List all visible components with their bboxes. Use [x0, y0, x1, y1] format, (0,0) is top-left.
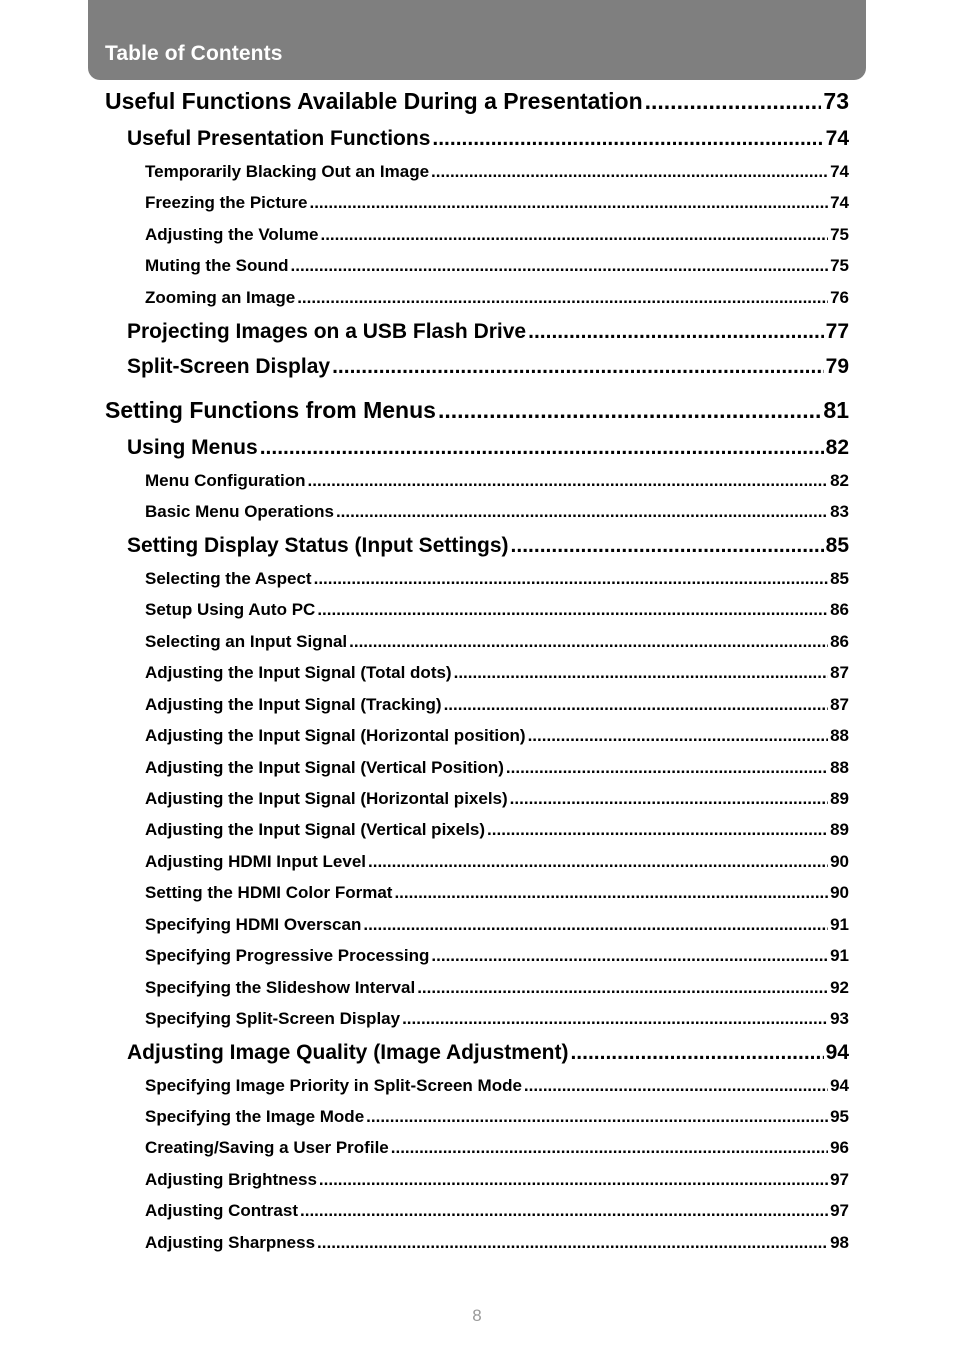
toc-entry-page: 94 — [825, 1041, 849, 1064]
toc-entry-page: 89 — [830, 820, 849, 839]
toc-entry-page: 82 — [825, 436, 849, 459]
toc-entry-title: Specifying Split-Screen Display — [145, 1009, 401, 1028]
toc-entry-page: 85 — [830, 569, 849, 588]
toc-entry[interactable] — [145, 726, 849, 748]
toc-entry[interactable] — [145, 1107, 849, 1129]
toc-dot-leader — [349, 632, 828, 652]
toc-dot-leader — [317, 1233, 828, 1253]
toc-entry-title: Setting the HDMI Color Format — [145, 883, 393, 902]
toc-entry[interactable] — [145, 471, 849, 493]
toc-entry-page: 74 — [830, 193, 849, 212]
toc-entry-page: 77 — [825, 320, 849, 343]
toc-entry[interactable] — [105, 397, 849, 425]
toc-entry[interactable] — [145, 1201, 849, 1223]
toc-entry[interactable] — [145, 883, 849, 905]
toc-entry[interactable] — [145, 162, 849, 184]
toc-entry-page: 87 — [830, 695, 849, 714]
toc-entry-title: Adjusting the Input Signal (Horizontal position) — [145, 726, 526, 745]
toc-entry[interactable] — [145, 1233, 849, 1255]
toc-entry-page: 75 — [830, 256, 849, 275]
toc-dot-leader — [510, 789, 828, 809]
toc-entry[interactable] — [145, 695, 849, 717]
toc-entry[interactable] — [127, 534, 849, 560]
toc-entry[interactable] — [145, 758, 849, 780]
toc-entry[interactable] — [145, 915, 849, 937]
toc-entry[interactable] — [145, 1138, 849, 1160]
toc-entry-title: Adjusting Contrast — [145, 1201, 298, 1220]
page-number: 8 — [472, 1306, 482, 1325]
toc-entry-page: 97 — [830, 1201, 849, 1220]
toc-dot-leader — [314, 569, 828, 589]
toc-dot-leader — [444, 695, 829, 715]
toc-dot-leader — [366, 1107, 828, 1127]
toc-entry[interactable] — [145, 1170, 849, 1192]
toc-dot-leader — [431, 946, 828, 966]
toc-dot-leader — [336, 502, 828, 522]
toc-entry-page: 93 — [830, 1009, 849, 1028]
toc-entry-page: 97 — [830, 1170, 849, 1189]
toc-entry-page: 82 — [830, 471, 849, 490]
toc-entry[interactable] — [145, 663, 849, 685]
toc-entry-title: Adjusting Sharpness — [145, 1233, 316, 1252]
toc-dot-leader — [528, 320, 824, 344]
toc-entry-title: Specifying the Slideshow Interval — [145, 978, 416, 997]
toc-entry-title: Specifying Progressive Processing — [145, 946, 430, 965]
toc-dot-leader — [319, 1170, 828, 1190]
toc-entry-page: 74 — [825, 127, 849, 150]
toc-dot-leader — [528, 726, 829, 746]
toc-entry-title: Useful Functions Available During a Presentation — [105, 88, 643, 114]
toc-entry-page: 89 — [830, 789, 849, 808]
toc-entry-title: Projecting Images on a USB Flash Drive — [127, 320, 527, 343]
toc-entry[interactable] — [145, 820, 849, 842]
toc-entry[interactable] — [105, 88, 849, 116]
toc-entry-page: 86 — [830, 632, 849, 651]
toc-entry[interactable] — [145, 256, 849, 278]
toc-entry-title: Adjusting the Input Signal (Horizontal pixels) — [145, 789, 508, 808]
toc-entry-title: Creating/Saving a User Profile — [145, 1138, 389, 1157]
toc-entry-title: Using Menus — [127, 436, 258, 459]
toc-entry-title: Basic Menu Operations — [145, 502, 334, 521]
toc-entry-page: 91 — [830, 915, 849, 934]
toc-entry[interactable] — [127, 1041, 849, 1067]
toc-dot-leader — [402, 1009, 828, 1029]
toc-entry-page: 75 — [830, 225, 849, 244]
toc-dot-leader — [363, 915, 828, 935]
toc-dot-leader — [391, 1138, 828, 1158]
toc-entry[interactable] — [145, 569, 849, 591]
toc-entry[interactable] — [145, 632, 849, 654]
toc-entry-title: Setup Using Auto PC — [145, 600, 316, 619]
toc-dot-leader — [300, 1201, 828, 1221]
page-title: Table of Contents — [105, 42, 283, 65]
toc-entry[interactable] — [127, 127, 849, 153]
toc-entry-page: 94 — [830, 1076, 849, 1095]
toc-entry-title: Split-Screen Display — [127, 355, 331, 378]
toc-dot-leader — [417, 978, 828, 998]
toc-entry[interactable] — [145, 1076, 849, 1098]
toc-entry-page: 90 — [830, 883, 849, 902]
toc-entry-title: Adjusting the Input Signal (Total dots) — [145, 663, 452, 682]
toc-entry-page: 91 — [830, 946, 849, 965]
toc-entry-title: Specifying the Image Mode — [145, 1107, 365, 1126]
toc-entry-title: Adjusting HDMI Input Level — [145, 852, 366, 871]
toc-entry-title: Specifying HDMI Overscan — [145, 915, 362, 934]
toc-entry[interactable] — [145, 193, 849, 215]
toc-entry-page: 86 — [830, 600, 849, 619]
toc-entry-title: Muting the Sound — [145, 256, 289, 275]
toc-entry-page: 81 — [823, 397, 849, 423]
toc-entry[interactable] — [127, 355, 849, 381]
toc-entry-title: Selecting an Input Signal — [145, 632, 348, 651]
toc-entry[interactable] — [145, 502, 849, 524]
toc-entry-page: 83 — [830, 502, 849, 521]
toc-entry-title: Adjusting Brightness — [145, 1170, 317, 1189]
toc-dot-leader — [317, 600, 828, 620]
toc-entry-page: 76 — [830, 288, 849, 307]
toc-dot-leader — [524, 1076, 828, 1096]
toc-dot-leader — [570, 1041, 823, 1065]
toc-dot-leader — [308, 471, 829, 491]
toc-entry-title: Specifying Image Priority in Split-Screen Mode — [145, 1076, 522, 1095]
toc-entry-title: Menu Configuration — [145, 471, 306, 490]
toc-entry-page: 88 — [830, 726, 849, 745]
toc-dot-leader — [487, 820, 828, 840]
toc-entry-title: Setting Display Status (Input Settings) — [127, 534, 509, 557]
toc-dot-leader — [309, 193, 828, 213]
toc-entry-title: Adjusting the Input Signal (Tracking) — [145, 695, 442, 714]
toc-entry-title: Adjusting the Input Signal (Vertical Position) — [145, 758, 504, 777]
toc-dot-leader — [368, 852, 828, 872]
toc-entry-page: 98 — [830, 1233, 849, 1252]
toc-entry[interactable] — [127, 320, 849, 346]
toc-entry[interactable] — [145, 288, 849, 310]
toc-entry[interactable] — [127, 436, 849, 462]
toc-entry-page: 73 — [823, 88, 849, 114]
toc-entry-title: Zooming an Image — [145, 288, 296, 307]
toc-entry-title: Selecting the Aspect — [145, 569, 312, 588]
toc-entry-page: 79 — [825, 355, 849, 378]
toc-entry-title: Useful Presentation Functions — [127, 127, 431, 150]
toc-dot-leader — [438, 397, 821, 424]
toc-entry[interactable] — [145, 789, 849, 811]
toc-entry[interactable] — [145, 600, 849, 622]
toc-dot-leader — [506, 758, 828, 778]
toc-entry-title: Adjusting Image Quality (Image Adjustment) — [127, 1041, 569, 1064]
toc-entry-page: 85 — [825, 534, 849, 557]
header-bar — [88, 0, 866, 80]
toc-entry[interactable] — [145, 225, 849, 247]
toc-dot-leader — [432, 127, 823, 151]
toc-dot-leader — [431, 162, 828, 182]
toc-dot-leader — [291, 256, 829, 276]
toc-entry-title: Setting Functions from Menus — [105, 397, 436, 423]
toc-entry-title: Adjusting the Volume — [145, 225, 319, 244]
toc-entry-page: 87 — [830, 663, 849, 682]
toc-entry-title: Temporarily Blacking Out an Image — [145, 162, 430, 181]
toc-entry[interactable] — [145, 852, 849, 874]
toc-entry-page: 74 — [830, 162, 849, 181]
toc-dot-leader — [320, 225, 828, 245]
toc-entry[interactable] — [145, 1009, 849, 1031]
toc-entry-title: Adjusting the Input Signal (Vertical pixels) — [145, 820, 486, 839]
toc-dot-leader — [394, 883, 828, 903]
toc-dot-leader — [297, 288, 828, 308]
toc-entry-page: 92 — [830, 978, 849, 997]
toc-entry-page: 88 — [830, 758, 849, 777]
toc-dot-leader — [454, 663, 828, 683]
toc-entry[interactable] — [145, 978, 849, 1000]
toc-dot-leader — [260, 436, 824, 460]
toc-entry[interactable] — [145, 946, 849, 968]
toc-entry-title: Freezing the Picture — [145, 193, 308, 212]
toc-entry-page: 96 — [830, 1138, 849, 1157]
toc-dot-leader — [332, 355, 824, 379]
toc-dot-leader — [511, 534, 824, 558]
toc-entry-page: 90 — [830, 852, 849, 871]
toc-entry-page: 95 — [830, 1107, 849, 1126]
toc-dot-leader — [645, 88, 822, 115]
